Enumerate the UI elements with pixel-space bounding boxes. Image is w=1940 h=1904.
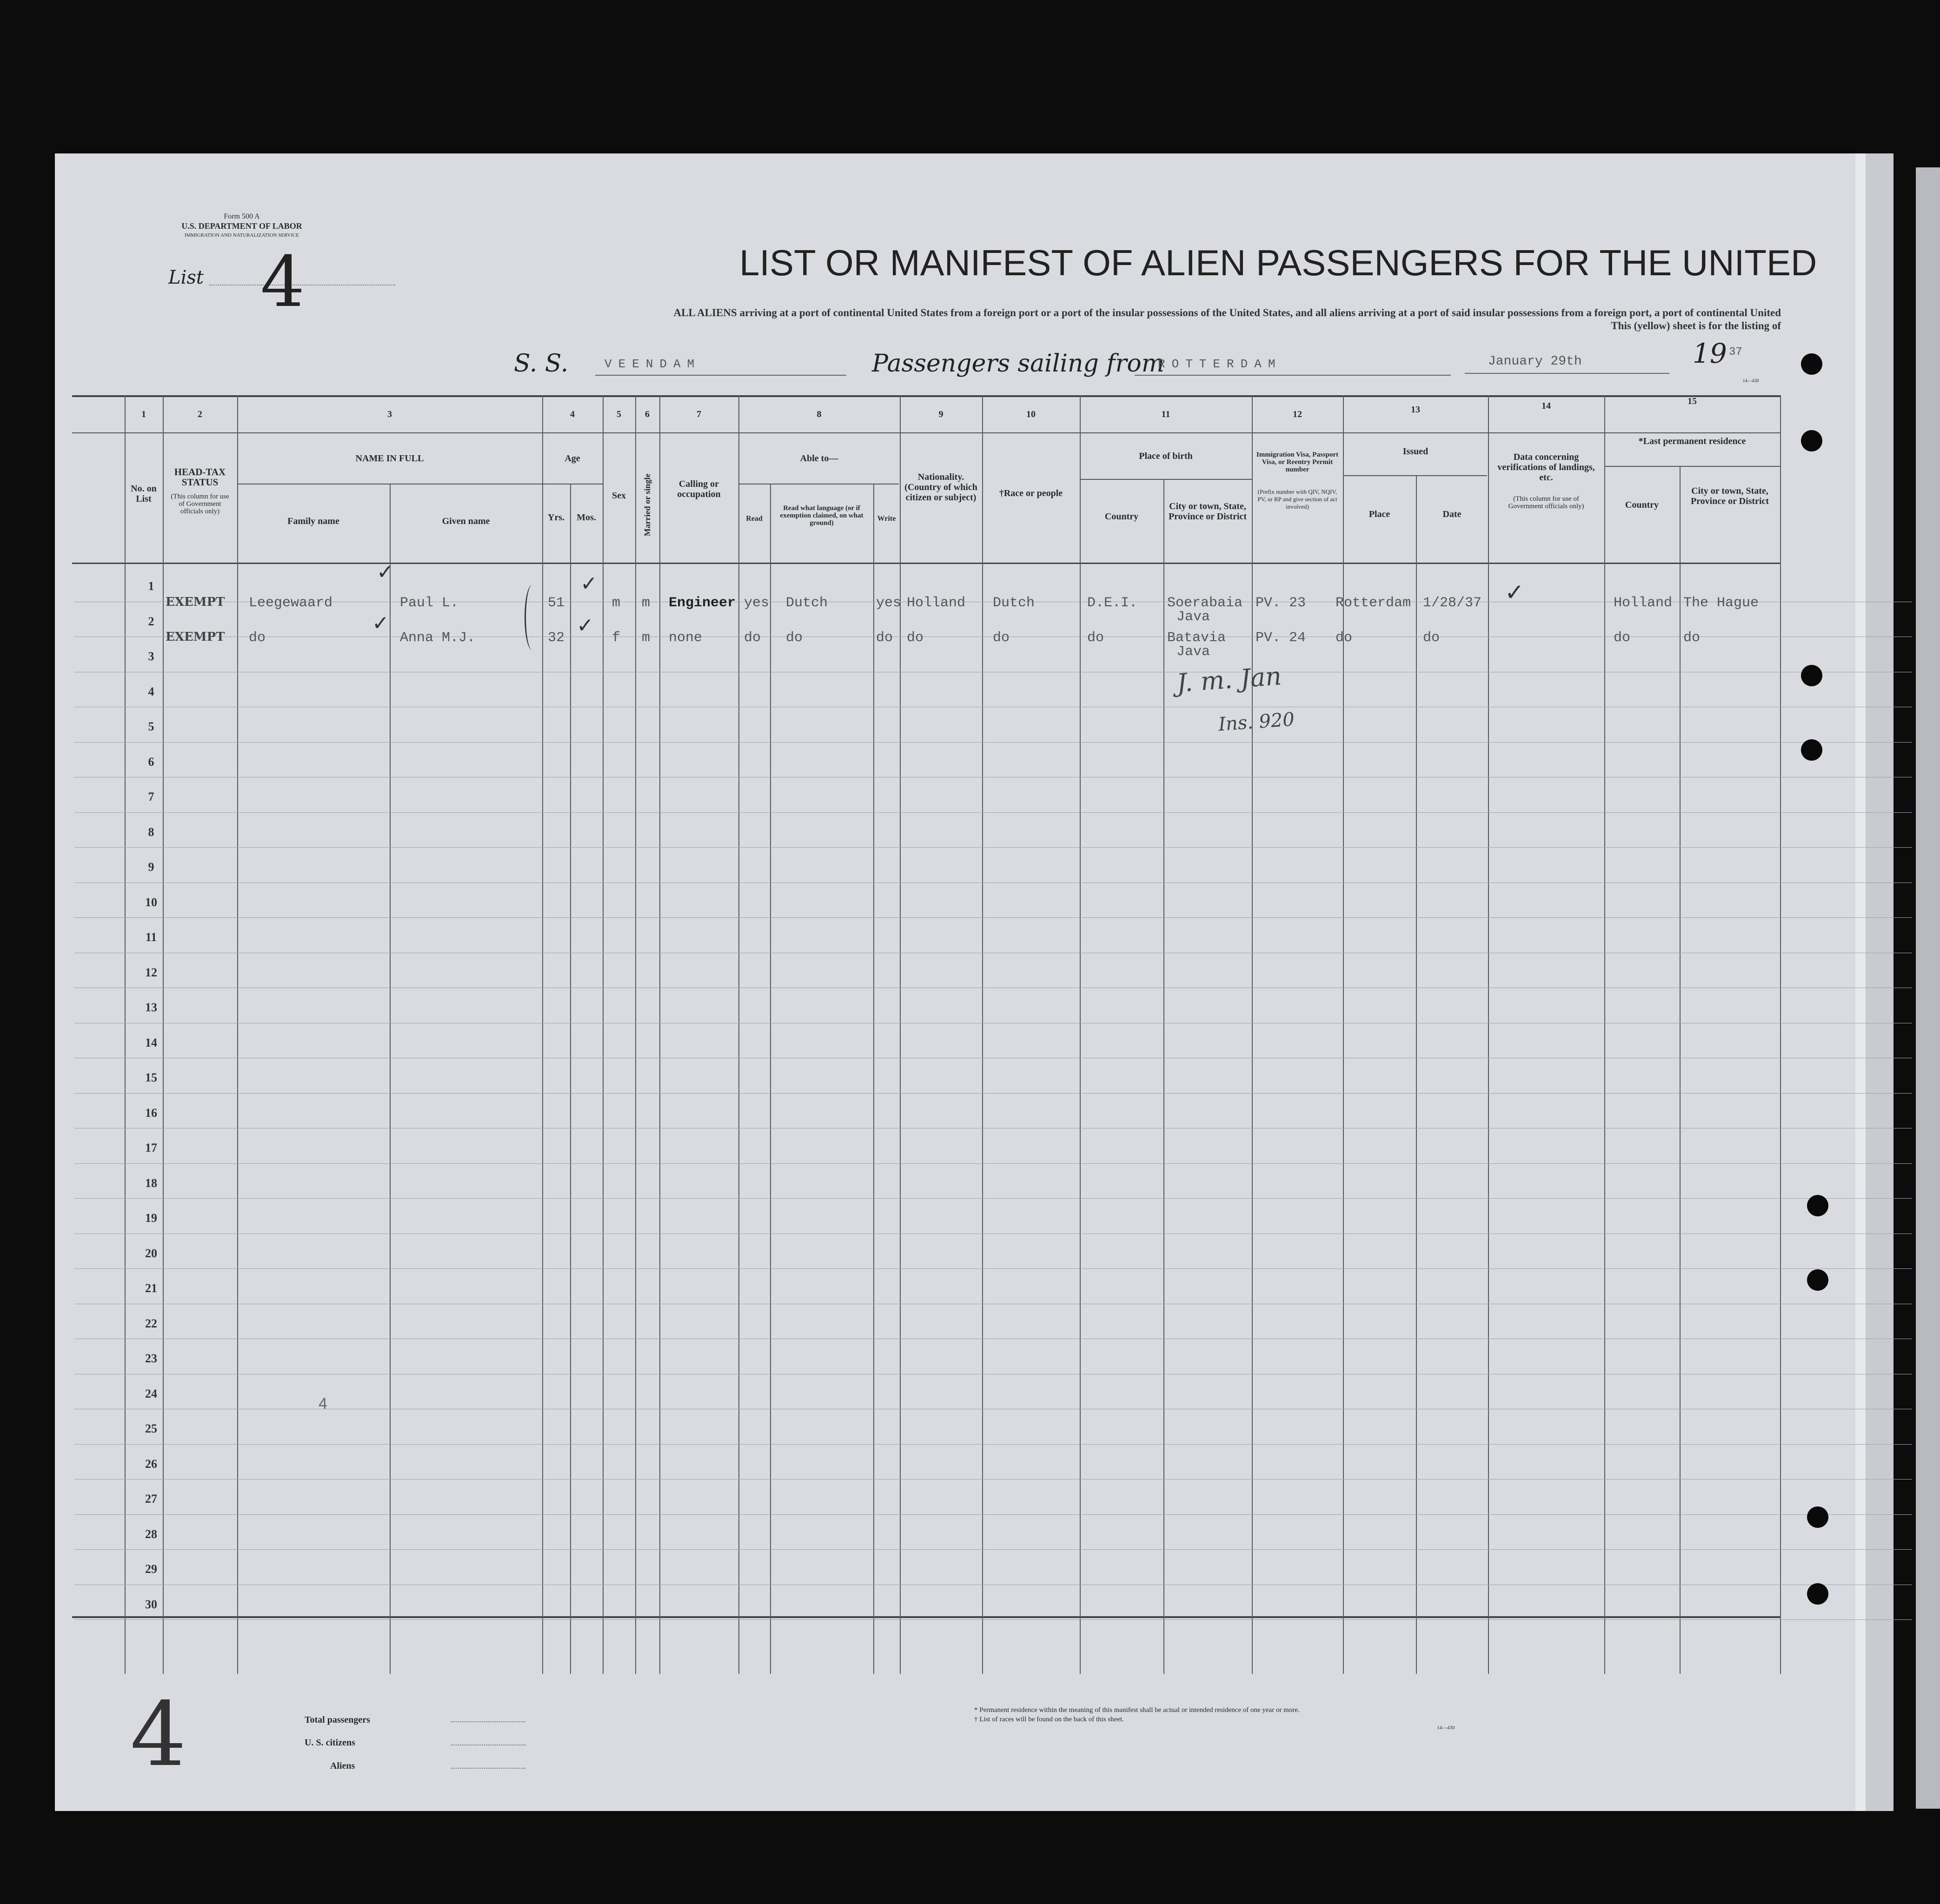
- row-rule: [74, 1093, 1912, 1094]
- subtitle-line-1: ALL ALIENS arriving at a port of continental United States from a foreign port or a port of the insular possessions of the United States, and all aliens arriving at a port of said insular possessions from a foreign port, a port of continental United: [673, 307, 1781, 318]
- residence-city: do: [1683, 630, 1701, 646]
- row-number: 9: [148, 860, 154, 874]
- header-res-country: Country: [1625, 500, 1659, 510]
- row-number: 16: [145, 1106, 157, 1120]
- birth-city: Soerabaia: [1167, 595, 1243, 611]
- row-rule: [74, 742, 1912, 743]
- header-yrs: Yrs.: [547, 512, 565, 523]
- birth-city-line-2: Java: [1176, 644, 1210, 660]
- list-label: List: [168, 267, 204, 288]
- punch-hole: [1801, 430, 1822, 451]
- check-mark: ✓: [1505, 579, 1524, 606]
- header-nationality: Nationality. (Country of which citizen or subject): [904, 472, 977, 503]
- col-number: 7: [697, 409, 701, 419]
- row-rule: [74, 1514, 1912, 1515]
- row-number: 3: [148, 650, 154, 663]
- headtax-stamp: EXEMPT: [166, 630, 225, 644]
- col-line: [603, 395, 604, 1674]
- row-number: 26: [145, 1457, 157, 1471]
- birth-subrule: [1080, 479, 1252, 480]
- col-line: [390, 484, 391, 1674]
- header-no-on-list: No. on List: [131, 484, 157, 504]
- headtax-stamp: EXEMPT: [166, 595, 225, 609]
- header-headtax-note: (This column for use of Government officials only): [171, 493, 229, 515]
- footer-code: 14—430: [1437, 1725, 1455, 1731]
- header-data-concerning: Data concerning verifications of landings, etc.: [1497, 452, 1595, 483]
- check-mark: ✓: [577, 614, 594, 637]
- col-line: [770, 484, 771, 1674]
- col-line: [1416, 475, 1417, 1674]
- race: Dutch: [993, 595, 1035, 611]
- header-res-city: City or town, State, Province or District: [1690, 486, 1769, 506]
- ship-line: [595, 375, 846, 376]
- footer-note-2: † List of races will be found on the back of this sheet.: [974, 1716, 1124, 1723]
- col-number: 3: [387, 409, 392, 419]
- issued-date: 1/28/37: [1423, 595, 1482, 611]
- year-suffix: 37: [1729, 346, 1742, 358]
- row-rule: [74, 1444, 1912, 1445]
- row-rule: [74, 812, 1912, 813]
- header-sex: Sex: [612, 491, 626, 501]
- check-mark: ✓: [580, 572, 598, 596]
- issued-place: do: [1335, 630, 1353, 646]
- nationality: do: [907, 630, 924, 646]
- column-number-rule: [72, 432, 1781, 433]
- birth-country: D.E.I.: [1087, 595, 1138, 611]
- header-visa-note: (Prefix number with QIV, NQIV, PV, or RP and give section of act involved): [1257, 488, 1337, 510]
- row-rule: [74, 1268, 1912, 1269]
- manifest-table: [72, 395, 1781, 1618]
- footer-note-1: * Permanent residence within the meaning of this manifest shall be actual or intended residence of one year or more.: [974, 1706, 1300, 1714]
- race: do: [993, 630, 1010, 646]
- header-calling: Calling or occupation: [677, 479, 721, 499]
- bracket-mark: [525, 585, 540, 650]
- header-issued: Issued: [1402, 446, 1428, 457]
- visa-number: PV. 24: [1256, 630, 1306, 646]
- row-number: 7: [148, 790, 154, 803]
- header-read-language: Read what language (or if exemption claimed, on what ground): [780, 504, 864, 527]
- col-number: 1: [141, 409, 146, 419]
- age-years: 51: [548, 595, 565, 611]
- sailing-label: Passengers sailing from: [872, 350, 1165, 378]
- col-line: [237, 395, 238, 1674]
- check-mark: ✓: [377, 560, 394, 584]
- row-number: 13: [145, 1001, 157, 1014]
- col-number: 14: [1541, 401, 1551, 411]
- header-given-name: Given name: [442, 516, 490, 526]
- header-mos: Mos.: [577, 512, 596, 523]
- row-number: 1: [148, 579, 154, 593]
- header-married: Married or single: [643, 473, 652, 537]
- row-number: 18: [145, 1176, 157, 1190]
- page-title: LIST OR MANIFEST OF ALIEN PASSENGERS FOR THE UNITED: [739, 242, 1817, 283]
- able-read: yes: [744, 595, 770, 611]
- residence-country: do: [1614, 630, 1631, 646]
- given-name: Paul L.: [400, 595, 459, 611]
- row-number: 23: [145, 1352, 157, 1365]
- header-family-name: Family name: [287, 516, 339, 526]
- subtitle-line-2: This (yellow) sheet is for the listing of: [1611, 320, 1781, 332]
- sailing-date: January 29th: [1488, 354, 1582, 369]
- age-years: 32: [548, 630, 565, 646]
- port-name: ROTTERDAM: [1158, 357, 1282, 371]
- header-write: Write: [877, 515, 896, 523]
- read-language: Dutch: [786, 595, 828, 611]
- footer-us-citizens: U. S. citizens: [305, 1738, 355, 1748]
- residence-subrule: [1604, 466, 1781, 467]
- header-birth-city: City or town, State, Province or District: [1168, 501, 1247, 522]
- row-number: 27: [145, 1492, 157, 1506]
- row-rule: [74, 1619, 1912, 1620]
- given-name: Anna M.J.: [400, 630, 476, 646]
- read-language: do: [786, 630, 803, 646]
- col-number: 4: [570, 409, 575, 419]
- row-number: 6: [148, 755, 154, 769]
- footer-aliens: Aliens: [330, 1761, 355, 1771]
- header-issued-date: Date: [1442, 509, 1462, 519]
- row-number: 8: [148, 825, 154, 839]
- issued-place: Rotterdam: [1335, 595, 1411, 611]
- row-number: 22: [145, 1316, 157, 1330]
- col-line: [900, 395, 901, 1674]
- sex: m: [612, 595, 621, 611]
- col-number: 2: [198, 409, 202, 419]
- row-number: 2: [148, 614, 154, 628]
- able-write: do: [876, 630, 893, 646]
- row-number: 24: [145, 1387, 157, 1400]
- row-number: 30: [145, 1597, 157, 1611]
- punch-hole: [1807, 1506, 1828, 1528]
- row-rule: [74, 882, 1912, 883]
- row-number: 29: [145, 1562, 157, 1576]
- punch-hole: [1807, 1269, 1828, 1291]
- check-mark: ✓: [372, 611, 389, 635]
- occupation: Engineer: [669, 595, 736, 611]
- col-number: 13: [1411, 405, 1420, 415]
- row-number: 11: [145, 930, 157, 944]
- adjacent-page-far: [1916, 167, 1940, 1809]
- nationality: Holland: [907, 595, 966, 611]
- form-number: Form 500 A: [224, 212, 260, 220]
- row-number: 12: [145, 965, 157, 979]
- header-data-note: (This column for use of Government officials only): [1508, 495, 1584, 510]
- stray-number: 4: [319, 1395, 327, 1413]
- col-line: [1604, 395, 1605, 1674]
- footer-total: Total passengers: [305, 1715, 370, 1725]
- punch-hole: [1807, 1195, 1828, 1216]
- bottom-list-number: 4: [130, 1683, 186, 1786]
- col-line: [738, 395, 739, 1674]
- col-line: [1488, 395, 1489, 1674]
- footer-line: [451, 1721, 525, 1722]
- col-number: 10: [1026, 409, 1036, 419]
- header-race: †Race or people: [999, 488, 1063, 498]
- col-line: [982, 395, 983, 1674]
- col-line: [659, 395, 660, 1674]
- punch-hole: [1807, 1583, 1828, 1605]
- corner-code: 14—430: [1742, 378, 1759, 384]
- birth-country: do: [1087, 630, 1104, 646]
- col-number: 11: [1161, 409, 1170, 419]
- header-headtax: HEAD-TAX STATUS: [174, 466, 226, 488]
- header-name-in-full: NAME IN FULL: [355, 453, 424, 464]
- header-able-to: Able to—: [800, 453, 838, 464]
- col-line: [873, 484, 874, 1674]
- header-bottom-rule: [72, 563, 1781, 564]
- date-line: [1465, 373, 1669, 374]
- row-number: 15: [145, 1071, 157, 1084]
- punch-hole: [1801, 739, 1822, 761]
- inspector-signature: J. m. Jan: [1176, 661, 1282, 698]
- able-write: yes: [876, 595, 902, 611]
- issued-subrule: [1343, 475, 1487, 476]
- row-number: 4: [148, 684, 154, 698]
- header-issued-place: Place: [1369, 509, 1390, 519]
- ship-name: VEENDAM: [605, 357, 701, 371]
- residence-country: Holland: [1614, 595, 1673, 611]
- header-last-residence: *Last permanent residence: [1638, 436, 1746, 446]
- col-line: [1163, 479, 1164, 1674]
- service: IMMIGRATION AND NATURALIZATION SERVICE: [184, 232, 299, 238]
- department: U.S. DEPARTMENT OF LABOR: [181, 221, 302, 231]
- occupation: none: [669, 630, 703, 646]
- row-number: 5: [148, 720, 154, 733]
- row-number: 19: [145, 1211, 157, 1225]
- row-number: 14: [145, 1035, 157, 1049]
- col-line: [570, 484, 571, 1674]
- issued-date: do: [1423, 630, 1440, 646]
- col-number: 12: [1293, 409, 1302, 419]
- family-name: Leegewaard: [249, 595, 333, 611]
- col-line: [1680, 466, 1681, 1674]
- marital-status: m: [642, 595, 651, 611]
- row-rule: [74, 1163, 1912, 1164]
- row-number: 25: [145, 1422, 157, 1435]
- year-prefix: 19: [1693, 338, 1727, 369]
- punch-hole: [1801, 353, 1822, 375]
- col-number: 6: [645, 409, 650, 419]
- visa-number: PV. 23: [1256, 595, 1306, 611]
- page-edge: [1855, 153, 1866, 1811]
- header-age: Age: [565, 453, 580, 464]
- col-line: [1343, 395, 1344, 1674]
- row-rule: [74, 1198, 1912, 1199]
- port-line: [1135, 375, 1451, 376]
- marital-status: m: [642, 630, 651, 646]
- header-birth-country: Country: [1104, 511, 1139, 522]
- punch-hole: [1801, 665, 1822, 686]
- col-line: [635, 395, 636, 1674]
- header-place-of-birth: Place of birth: [1139, 451, 1193, 461]
- col-line: [1252, 395, 1253, 1674]
- sex: f: [612, 630, 621, 646]
- col-number: 15: [1688, 396, 1697, 406]
- footer-line: [451, 1768, 525, 1769]
- adjacent-page: [1866, 153, 1893, 1811]
- birth-city-line-2: Java: [1176, 609, 1210, 625]
- row-rule: [74, 1549, 1912, 1550]
- col-number: 5: [617, 409, 621, 419]
- inspector-initials: Ins. 920: [1217, 709, 1296, 736]
- list-number: 4: [260, 242, 305, 323]
- family-name: do: [249, 630, 266, 646]
- header-visa: Immigration Visa, Passport Visa, or Reentry Permit number: [1256, 451, 1339, 473]
- row-rule: [74, 917, 1912, 918]
- col-line: [542, 395, 543, 1674]
- row-number: 20: [145, 1246, 157, 1260]
- row-number: 21: [145, 1281, 157, 1295]
- col-number: 9: [938, 409, 943, 419]
- header-read: Read: [746, 515, 763, 523]
- col-line: [1080, 395, 1081, 1674]
- ss-label: S. S.: [514, 350, 569, 378]
- row-number: 17: [145, 1141, 157, 1154]
- row-rule: [74, 847, 1912, 848]
- residence-city: The Hague: [1683, 595, 1759, 611]
- col-line: [1780, 395, 1781, 1674]
- birth-city: Batavia: [1167, 630, 1226, 646]
- row-number: 28: [145, 1527, 157, 1541]
- row-number: 10: [145, 895, 157, 909]
- col-number: 8: [817, 409, 822, 419]
- able-read: do: [744, 630, 761, 646]
